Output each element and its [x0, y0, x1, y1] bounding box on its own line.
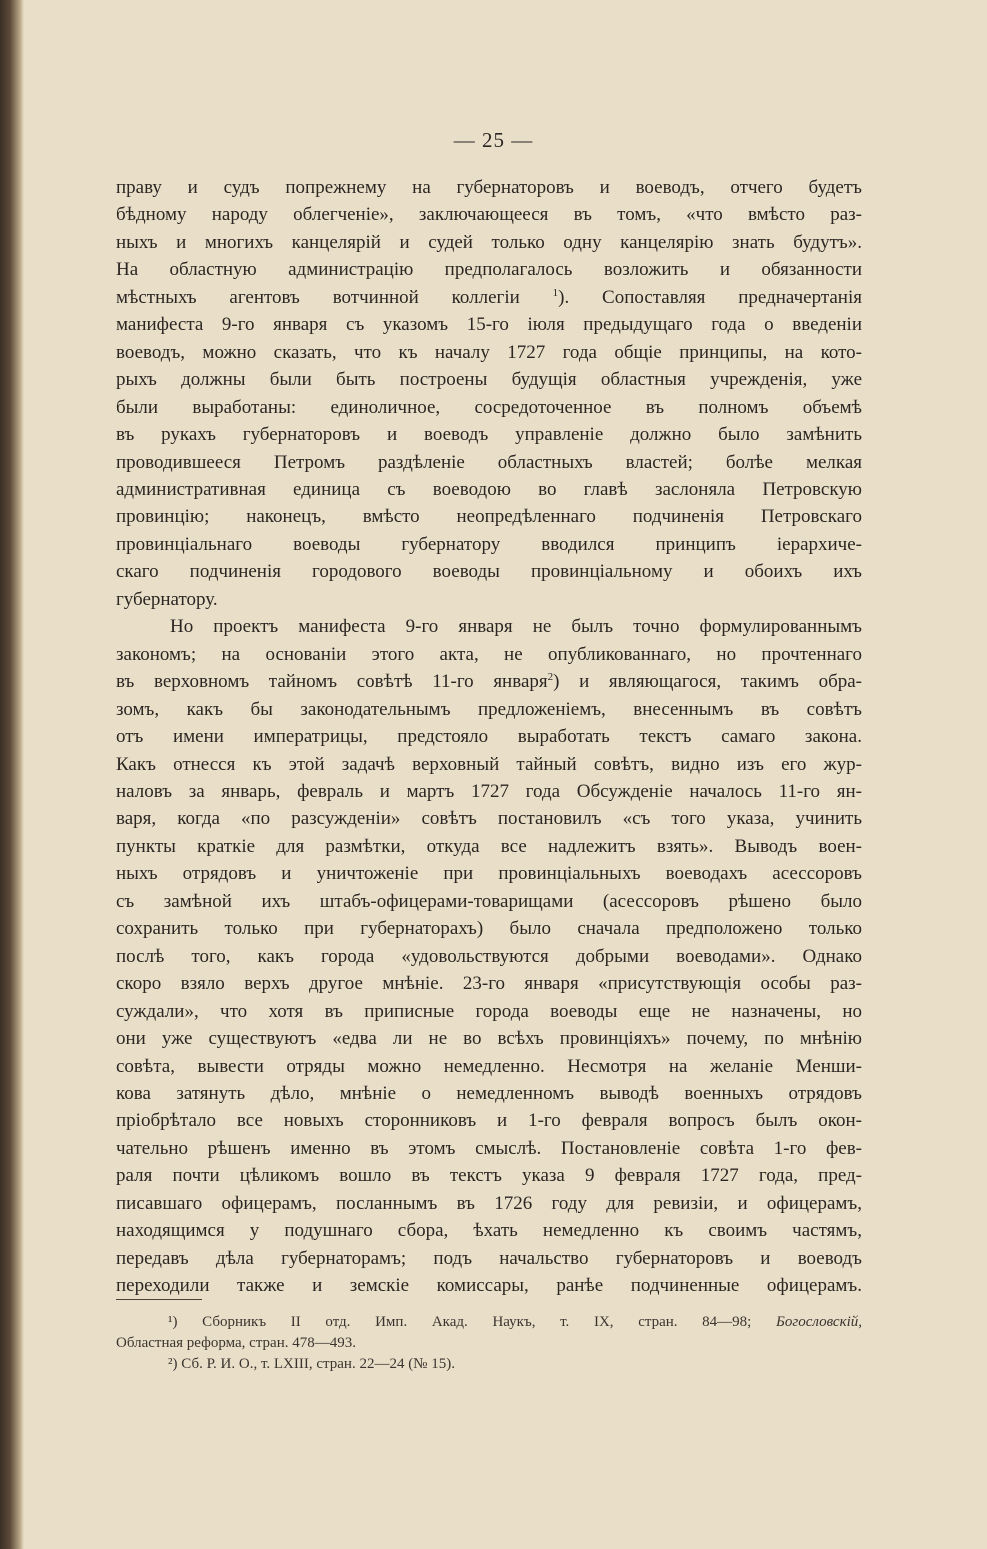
footnote-divider [116, 1299, 202, 1300]
text-line: отъ имени императрицы, предстояло выработать текстъ самаго закона. [116, 726, 862, 748]
footnote-marker: ²) [168, 1356, 178, 1372]
text-fragment: ). Сопоставляя предначертанія [558, 286, 862, 308]
text-line: скаго подчиненія городового воеводы провинціальному и обоихъ ихъ [116, 561, 862, 583]
text-line: совѣта, вывести отряды можно немедленно. Несмотря на желаніе Менши- [116, 1055, 862, 1077]
text-line: провинцію; наконецъ, вмѣсто неопредѣленнаго подчиненія Петровскаго [116, 506, 862, 528]
text-line: губернатору. [116, 588, 218, 610]
footnote-marker: ¹) [168, 1314, 178, 1330]
footnote-ref-1: 1 [552, 286, 559, 299]
text-line: Какъ отнесся къ этой задачѣ верховный тайный совѣтъ, видно изъ его жур- [116, 753, 862, 775]
text-line [116, 284, 862, 311]
text-line: писавшаго офицерамъ, посланнымъ въ 1726 году для ревизіи, и офицерамъ, [116, 1192, 862, 1214]
paragraph-first-line: Но проектъ манифеста 9-го января не былъ точно формулированнымъ [170, 616, 862, 638]
text-line: съ замѣной ихъ штабъ-офицерами-товарищами (асессоровъ рѣшено было [116, 890, 862, 912]
text-line: варя, когда «по разсужденіи» совѣтъ постановилъ «съ того указа, учинить [116, 808, 862, 830]
text-line: рыхъ должны были быть построены будущія областныя учрежденія, уже [116, 369, 862, 391]
text-line: наловъ за январь, февраль и мартъ 1727 года Обсужденіе началось 11-го ян- [116, 780, 862, 802]
text-line: бѣдному народу облегченіе», заключающееся въ томъ, «что вмѣсто раз- [116, 204, 862, 226]
text-line: раля почти цѣликомъ вошло въ текстъ указа 9 февраля 1727 года, пред- [116, 1165, 862, 1187]
text-line: На областную администрацію предполагалось возложить и обязанности [116, 259, 862, 281]
text-line: суждали», что хотя въ приписные города воеводы еще не назначены, но [116, 1000, 862, 1022]
body-text [116, 174, 862, 1300]
text-line: проводившееся Петромъ раздѣленіе областныхъ властей; болѣе мелкая [116, 451, 862, 473]
text-line: манифеста 9-го января съ указомъ 15-го іюля предыдущаго года о введеніи [116, 314, 862, 336]
text-line: воеводъ, можно сказать, что къ началу 1727 года общіе принципы, на кото- [116, 341, 862, 363]
text-line: кова затянуть дѣло, мнѣніе о немедленномъ выводѣ военныхъ отрядовъ [116, 1082, 862, 1104]
footnote-2 [116, 1354, 862, 1375]
text-line: были выработаны: единоличное, сосредоточенное въ полномъ объемѣ [116, 396, 862, 418]
footnote-1-continuation: Областная реформа, стран. 478—493. [116, 1335, 356, 1351]
footnote-ref-2: 2 [547, 671, 554, 684]
text-line: административная единица съ воеводою во главѣ заслоняла Петровскую [116, 478, 862, 500]
footnote-text: Сборникъ II отд. Имп. Акад. Наукъ, т. IX, стран. 84—98; [202, 1314, 752, 1330]
text-line: послѣ того, какъ города «удовольствуются добрыми воеводами». Однако [116, 945, 862, 967]
text-line: закономъ; на основаніи этого акта, не опубликованнаго, но прочтеннаго [116, 643, 862, 665]
text-line: сохранить только при губернаторахъ) было сначала предположено только [116, 918, 862, 940]
text-fragment: ) и являющагося, такимъ обра- [553, 671, 862, 693]
text-line: чательно рѣшенъ именно въ этомъ смыслѣ. Постановленіе совѣта 1-го фев- [116, 1137, 862, 1159]
text-line: праву и судъ попрежнему на губернаторовъ и воеводъ, отчего будетъ [116, 177, 862, 198]
text-line: скоро взяло верхъ другое мнѣніе. 23-го января «присутствующія особы раз- [116, 973, 862, 995]
text-line: передавъ дѣла губернаторамъ; подъ начальство губернаторовъ и воеводъ [116, 1247, 862, 1269]
page-number: — 25 — [453, 128, 534, 152]
text-line: они уже существуютъ «едва ли не во всѣхъ провинціяхъ» почему, по мнѣнію [116, 1028, 862, 1050]
text-line: зомъ, какъ бы законодательнымъ предложеніемъ, внесеннымъ въ совѣтъ [116, 698, 862, 720]
text-line: провинціальнаго воеводы губернатору вводился принципъ іерархиче- [116, 533, 862, 555]
text-line: въ рукахъ губернаторовъ и воеводъ управленіе должно было замѣнить [116, 424, 862, 446]
text-line: переходили также и земскіе комиссары, ранѣе подчиненные офицерамъ. [116, 1275, 862, 1297]
text-fragment: мѣстныхъ агентовъ вотчинной коллегіи [116, 286, 520, 308]
text-line: пріобрѣтало все новыхъ сторонниковъ и 1-го февраля вопросъ былъ окон- [116, 1110, 862, 1132]
text-line: пункты краткіе для размѣтки, откуда все надлежитъ взять». Выводъ воен- [116, 835, 862, 857]
text-line: ныхъ отрядовъ и уничтоженіе при провинціальныхъ воеводахъ асессоровъ [116, 863, 862, 885]
text-fragment: въ верховномъ тайномъ совѣтѣ 11-го января [116, 671, 548, 693]
footnote-1 [116, 1312, 862, 1333]
text-line: ныхъ и многихъ канцелярій и судей только одну канцелярію знать будутъ». [116, 231, 862, 253]
footnote-author: Богословскій, [776, 1314, 863, 1330]
text-line [116, 668, 862, 695]
text-line: находящимся у подушнаго сбора, ѣхать немедленно къ своимъ частямъ, [116, 1220, 862, 1242]
footnote-text: Сб. Р. И. О., т. LXIII, стран. 22—24 (№ 15). [181, 1356, 455, 1372]
footnotes [116, 1312, 862, 1375]
